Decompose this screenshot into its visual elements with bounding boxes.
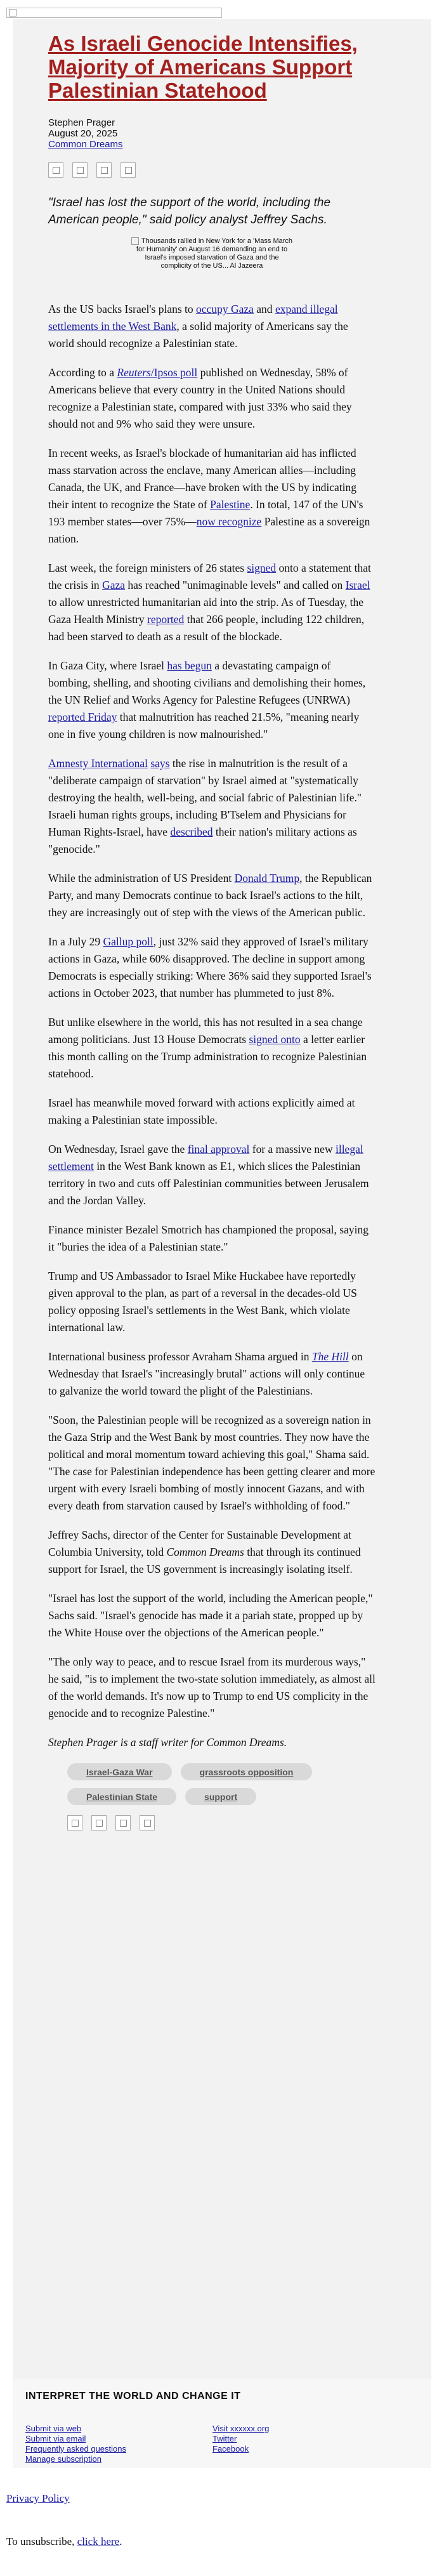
author: Stephen Prager bbox=[48, 117, 115, 128]
tag-pill[interactable]: Palestinian State bbox=[67, 1788, 176, 1805]
paragraph-text: , a solid majority of Americans say the world should recognize a Palestinian state. bbox=[48, 320, 348, 350]
paragraph-text: Finance minister Bezalel Smotrich has championed the proposal, saying it "buries the idea of a Palestinian state." bbox=[48, 1223, 369, 1253]
share-icons-top bbox=[48, 162, 375, 178]
paragraph-text: that through its continued support for Israel, the US government is increasingly isolating itself. bbox=[48, 1546, 361, 1575]
broken-image-icon bbox=[9, 9, 16, 16]
article-paragraph bbox=[48, 1014, 375, 1082]
unsubscribe-text: To unsubscribe, bbox=[6, 2535, 77, 2547]
pull-quote: "Israel has lost the support of the world, including the American people," said policy analyst Jeffrey Sachs. bbox=[48, 196, 331, 227]
article-paragraph bbox=[48, 755, 375, 858]
inline-link[interactable]: Gaza bbox=[102, 579, 126, 591]
paragraph-text: Jeffrey Sachs, director of the Center for Sustainable Development at Columbia University, told bbox=[48, 1528, 351, 1558]
paragraph-text: that 266 people, including 122 children, had been starved to death as a result of the blockade. bbox=[48, 613, 365, 643]
paragraph-text: Israel has meanwhile moved forward with actions explicitly aimed at making a Palestinian state impossible. bbox=[48, 1096, 355, 1126]
paragraph-text: in the West Bank known as E1, which slices the Palestinian territory in two and cuts off Palestinian communities between Jerusalem and the Jordan Valley. bbox=[48, 1160, 369, 1207]
unsubscribe-link[interactable]: click here bbox=[77, 2535, 120, 2547]
tag-pill[interactable]: grassroots opposition bbox=[181, 1763, 313, 1780]
submit-email-link[interactable]: Submit via email bbox=[25, 2434, 86, 2443]
paragraph-text: the rise in malnutrition is the result of a "deliberate campaign of starvation" by Israel aimed at "systematically destroying the health, well-being, and social fabric of Palestinian life." Israeli human rights groups, including B'Tselem and Physicians for Human Rights-Israel, have bbox=[48, 757, 362, 838]
inline-link[interactable]: illegal settlement bbox=[48, 1143, 363, 1173]
inline-link[interactable]: Gallup poll bbox=[103, 935, 153, 948]
paragraph-text: . In total, 147 of the UN's 193 member states—over 75%— bbox=[48, 498, 363, 528]
footer bbox=[13, 2379, 431, 2468]
unsubscribe-line bbox=[6, 2535, 122, 2548]
share-email-icon[interactable] bbox=[96, 162, 112, 178]
paragraph-text: , just 32% said they approved of Israel's military actions in Gaza, while 60% disapproved. The decline in support among Democrats is especially striking: Where 36% said they supported Israel's actions in October 2023, that number has plummeted to just 8%. bbox=[48, 935, 372, 999]
paragraph-text: published on Wednesday, 58% of Americans believe that every country in the United Nations should recognize a Palestinian state, compared with just 33% who said they should not and 9% who said they were unsure. bbox=[48, 366, 352, 430]
paragraph-text: and bbox=[253, 303, 275, 315]
paragraph-text: Common Dreams bbox=[166, 1546, 244, 1558]
inline-link[interactable]: says bbox=[150, 757, 170, 770]
paragraph-text: Trump and US Ambassador to Israel Mike Huckabee have reportedly given approval to the plan, as part of a reversal in the decades-old US policy opposing Israel's settlements in the West Bank, which violate international law. bbox=[48, 1270, 357, 1334]
article-paragraph bbox=[48, 1653, 375, 1722]
article-paragraph bbox=[48, 560, 375, 645]
share-twitter-icon[interactable] bbox=[91, 1815, 107, 1830]
share-icons-bottom bbox=[67, 1815, 375, 1830]
paragraph-text: According to a bbox=[48, 366, 117, 379]
inline-link[interactable]: Israel bbox=[345, 579, 370, 591]
paragraph-text: onto a statement that the crisis in bbox=[48, 562, 371, 591]
article-paragraph bbox=[48, 364, 375, 433]
paragraph-text: While the administration of US President bbox=[48, 872, 235, 884]
paragraph-text: On Wednesday, Israel gave the bbox=[48, 1143, 188, 1155]
inline-link[interactable]: The Hill bbox=[311, 1350, 349, 1363]
paragraph-text: As the US backs Israel's plans to bbox=[48, 303, 197, 315]
paragraph-text: In a July 29 bbox=[48, 935, 103, 948]
byline bbox=[48, 117, 375, 150]
visit-site-link[interactable]: Visit xxxxxx.org bbox=[212, 2424, 270, 2433]
footer-right-links bbox=[212, 2424, 269, 2454]
paragraph-text: to allow unrestricted humanitarian aid into the strip. As of Tuesday, the Gaza Health Ministry bbox=[48, 596, 364, 626]
publish-date: August 20, 2025 bbox=[48, 128, 118, 139]
article-paragraph bbox=[48, 1348, 375, 1400]
twitter-link[interactable]: Twitter bbox=[212, 2434, 237, 2443]
paragraph-text: But unlike elsewhere in the world, this has not resulted in a sea change among politicians. Just 13 House Democrats bbox=[48, 1016, 363, 1046]
article-paragraph bbox=[48, 933, 375, 1002]
inline-link[interactable]: Palestine bbox=[210, 498, 251, 511]
paragraph-text: their nation's military actions as "genocide." bbox=[48, 825, 357, 855]
paragraph-text: "The only way to peace, and to rescue Israel from its murderous ways," he said, "is to implement the two-state solution immediately, as almost all of the world demands. It's now up to Trump to end US complicity in the genocide and to recognize Palestine." bbox=[48, 1655, 375, 1719]
paragraph-text: on Wednesday that Israel's "increasingly brutal" actions will only continue to galvanize the world toward the plight of the Palestinians. bbox=[48, 1350, 365, 1397]
inline-link[interactable]: now recognize bbox=[196, 515, 262, 528]
paragraph-text: has reached "unimaginable levels" and called on bbox=[125, 579, 346, 591]
inline-link[interactable]: signed onto bbox=[249, 1033, 301, 1046]
share-link-icon[interactable] bbox=[140, 1815, 155, 1830]
footer-left-links bbox=[25, 2424, 126, 2464]
paragraph-text: Last week, the foreign ministers of 26 states bbox=[48, 562, 247, 574]
inline-link[interactable]: Donald Trump bbox=[234, 872, 300, 884]
broken-image-icon bbox=[131, 237, 139, 245]
share-twitter-icon[interactable] bbox=[72, 162, 88, 178]
privacy-policy-link[interactable]: Privacy Policy bbox=[6, 2492, 70, 2504]
paragraph-text: Stephen Prager is a staff writer for Common Dreams. bbox=[48, 1736, 287, 1749]
article-paragraph bbox=[48, 1268, 375, 1336]
article-paragraph bbox=[48, 870, 375, 921]
article-paragraph bbox=[48, 1412, 375, 1515]
article-title[interactable]: As Israeli Genocide Intensifies, Majority of Americans Support Palestinian Statehood bbox=[48, 32, 358, 102]
paragraph-text: "Israel has lost the support of the world, including the American people," Sachs said. "Israel's genocide has made it a pariah state, propped up by the White House over the objections of the American people." bbox=[48, 1592, 373, 1639]
paragraph-text: that malnutrition has reached 21.5%, "meaning nearly one in five young children is now malnourished." bbox=[48, 711, 360, 740]
inline-link[interactable]: reported bbox=[147, 613, 185, 626]
article-paragraph bbox=[48, 301, 375, 352]
manage-subscription-link[interactable]: Manage subscription bbox=[25, 2454, 101, 2464]
paragraph-text: for a massive new bbox=[249, 1143, 336, 1155]
inline-link[interactable]: /Ipsos poll bbox=[150, 366, 198, 379]
faq-link[interactable]: Frequently asked questions bbox=[25, 2444, 126, 2454]
article-paragraph bbox=[48, 1527, 375, 1578]
article-paragraph bbox=[48, 1141, 375, 1209]
article bbox=[48, 32, 375, 1830]
inline-link[interactable]: signed bbox=[247, 562, 277, 574]
tag-list bbox=[67, 1763, 321, 1805]
inline-link[interactable]: Reuters bbox=[117, 366, 151, 379]
article-paragraph bbox=[48, 1734, 375, 1751]
inline-link[interactable]: reported Friday bbox=[48, 711, 117, 723]
inline-link[interactable]: described bbox=[170, 825, 213, 838]
paragraph-text: a letter earlier this month calling on the Trump administration to recognize Palestinian statehood. bbox=[48, 1033, 367, 1080]
submit-web-link[interactable]: Submit via web bbox=[25, 2424, 82, 2433]
share-link-icon[interactable] bbox=[121, 162, 136, 178]
caption-text: Thousands rallied in New York for a 'Mass March for Humanity' on August 16 demanding an end to Israel's imposed starvation of Gaza and the complicity of the US... Al Jazeera bbox=[136, 237, 293, 270]
unsubscribe-end: . bbox=[119, 2535, 122, 2547]
inline-link[interactable]: expand illegal settlements in the West Bank bbox=[48, 303, 338, 332]
paragraph-text: International business professor Avraham Shama argued in bbox=[48, 1350, 312, 1363]
inline-link[interactable]: has begun bbox=[167, 659, 212, 672]
facebook-link[interactable]: Facebook bbox=[212, 2444, 249, 2454]
share-facebook-icon[interactable] bbox=[67, 1815, 82, 1830]
share-email-icon[interactable] bbox=[115, 1815, 131, 1830]
header-image bbox=[6, 8, 222, 18]
paragraph-text: Palestine as a sovereign nation. bbox=[48, 515, 370, 545]
tag-pill[interactable]: support bbox=[185, 1788, 256, 1805]
paragraph-text: In recent weeks, as Israel's blockade of humanitarian aid has inflicted mass starvation across the enclave, many American allies—including Canada, the UK, and France—have broken with the US by indicating their intent to recognize the State of bbox=[48, 447, 356, 511]
paragraph-text: a devastating campaign of bombing, shelling, and shooting civilians and demolishing their homes, the UN Relief and Works Agency for Palestine Refugees (UNRWA) bbox=[48, 659, 366, 706]
footer-heading: INTERPRET THE WORLD AND CHANGE IT bbox=[25, 2391, 241, 2402]
paragraph-text: In Gaza City, where Israel bbox=[48, 659, 167, 672]
article-paragraph bbox=[48, 1221, 375, 1256]
paragraph-text: , the Republican Party, and many Democrats continue to back Israel's actions to the hilt, they are increasingly out of step with the views of the American public. bbox=[48, 872, 372, 919]
image-caption bbox=[129, 237, 294, 270]
inline-link[interactable]: occupy Gaza bbox=[196, 303, 254, 315]
article-paragraph bbox=[48, 657, 375, 743]
tag-pill[interactable]: Israel-Gaza War bbox=[67, 1763, 172, 1780]
share-facebook-icon[interactable] bbox=[48, 162, 63, 178]
inline-link[interactable]: Amnesty International bbox=[48, 757, 148, 770]
paragraph-text: "Soon, the Palestinian people will be recognized as a sovereign nation in the Gaza Strip and the West Bank by most countries. They now have the political and moral momentum toward achieving this goal," Shama said. "The case for Palestinian independence has been getting clearer and more urgent with every Israeli bombing of mostly innocent Gazans, and with every death from starvation caused by Israel's withholding of food." bbox=[48, 1414, 375, 1512]
article-paragraph bbox=[48, 1094, 375, 1129]
article-paragraph bbox=[48, 1590, 375, 1641]
article-body bbox=[48, 301, 375, 1751]
source-link[interactable]: Common Dreams bbox=[48, 139, 123, 150]
article-paragraph bbox=[48, 445, 375, 548]
inline-link[interactable]: final approval bbox=[187, 1143, 250, 1155]
